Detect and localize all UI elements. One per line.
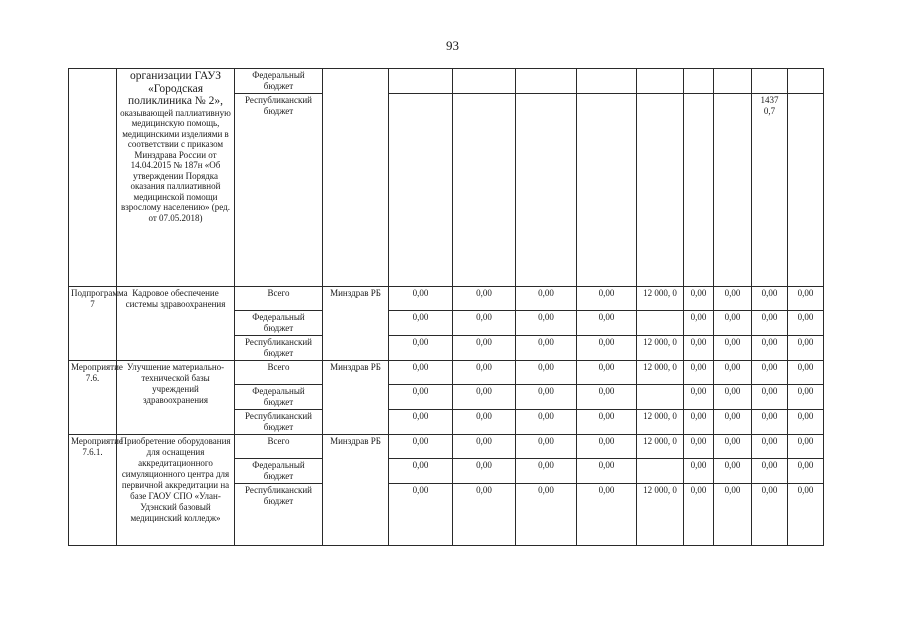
value-cell: 0,00: [788, 435, 824, 459]
funding-source: Республиканский бюджет: [235, 410, 323, 435]
value-cell: [788, 94, 824, 287]
value-cell: 0,00: [752, 435, 788, 459]
value-cell: 0,00: [516, 459, 577, 484]
row-name-cell: [117, 69, 235, 287]
value-cell: 0,00: [752, 484, 788, 546]
value-cell: 0,00: [389, 484, 453, 546]
value-cell: 0,00: [516, 361, 577, 385]
row-name-large: организации ГАУЗ «Городская поликлиника № 2»,: [127, 70, 224, 107]
row-code: Мероприятие 7.6.1.: [69, 435, 117, 546]
value-cell: 0,00: [752, 361, 788, 385]
value-cell: 0,00: [684, 361, 714, 385]
value-cell: 0,00: [577, 311, 637, 336]
value-cell: 0,00: [684, 435, 714, 459]
value-cell: 0,00: [453, 385, 516, 410]
value-cell: [684, 69, 714, 94]
value-cell: 0,00: [752, 385, 788, 410]
table-row: [69, 69, 824, 94]
page-number: 93: [446, 38, 459, 53]
value-cell: 0,00: [453, 435, 516, 459]
value-cell: 0,00: [577, 361, 637, 385]
value-cell: 0,00: [577, 287, 637, 311]
funding-source: Федеральный бюджет: [235, 69, 323, 94]
funding-source: Всего: [235, 361, 323, 385]
value-cell: 0,00: [684, 385, 714, 410]
executor: Минздрав РБ: [323, 435, 389, 546]
value-cell: 0,00: [453, 311, 516, 336]
value-cell: 0,00: [788, 484, 824, 546]
table-row: [69, 361, 824, 385]
value-cell: 0,00: [788, 361, 824, 385]
value-cell: [637, 385, 684, 410]
value-cell: [577, 94, 637, 287]
value-cell: 0,00: [714, 336, 752, 361]
value-cell: 0,00: [714, 287, 752, 311]
value-cell: 0,00: [714, 361, 752, 385]
table-row: [69, 287, 824, 311]
funding-source: Федеральный бюджет: [235, 311, 323, 336]
value-cell: 0,00: [752, 287, 788, 311]
row-name: Приобретение оборудования для оснащения аккредитационного симуляционного центра для первичной аккредитации на базе ГАОУ СПО «Улан-Удэнский базовый медицинский колледж»: [117, 435, 235, 546]
executor-cell: [323, 69, 389, 287]
value-cell: 12 000, 0: [637, 484, 684, 546]
value-cell: [637, 94, 684, 287]
value-cell: [389, 69, 453, 94]
value-cell: 0,00: [389, 385, 453, 410]
value-cell: 0,00: [516, 484, 577, 546]
row-name: Улучшение материально-технической базы учреждений здравоохранения: [117, 361, 235, 435]
value-cell: 0,00: [714, 385, 752, 410]
value-cell: 1437 0,7: [752, 94, 788, 287]
value-cell: 0,00: [788, 287, 824, 311]
value-cell: 0,00: [516, 435, 577, 459]
value-cell: 0,00: [389, 336, 453, 361]
funding-source: Федеральный бюджет: [235, 385, 323, 410]
executor: Минздрав РБ: [323, 287, 389, 361]
row-code-cell: [69, 69, 117, 287]
value-cell: 12 000, 0: [637, 287, 684, 311]
value-cell: 0,00: [714, 459, 752, 484]
row-code: Подпрограмма 7: [69, 287, 117, 361]
value-cell: 0,00: [389, 361, 453, 385]
value-cell: [637, 311, 684, 336]
value-cell: 0,00: [453, 336, 516, 361]
value-cell: 0,00: [788, 336, 824, 361]
value-cell: 0,00: [684, 410, 714, 435]
value-cell: 0,00: [453, 287, 516, 311]
value-cell: 0,00: [684, 484, 714, 546]
row-name-rest: оказывающей паллиативную медицинскую помощь, медицинскими изделиями в соответствии с приказом Минздрава России от 14.04.2015 № 187н «Об утверждении Порядка оказания паллиативной медицинской помощи взрослому населению» (ред. от 07.05.2018): [120, 107, 231, 223]
value-cell: 0,00: [788, 410, 824, 435]
value-cell: 0,00: [788, 385, 824, 410]
value-cell: 0,00: [389, 435, 453, 459]
value-cell: 0,00: [684, 311, 714, 336]
value-cell: [389, 94, 453, 287]
value-cell: 0,00: [453, 484, 516, 546]
value-cell: [516, 94, 577, 287]
value-cell: 0,00: [453, 459, 516, 484]
funding-source: Всего: [235, 287, 323, 311]
value-cell: 0,00: [516, 336, 577, 361]
value-cell: 0,00: [684, 287, 714, 311]
value-cell: 0,00: [714, 410, 752, 435]
value-cell: 0,00: [577, 336, 637, 361]
executor: Минздрав РБ: [323, 361, 389, 435]
row-name: Кадровое обеспечение системы здравоохранения: [117, 287, 235, 361]
value-cell: 0,00: [453, 410, 516, 435]
value-cell: 0,00: [714, 311, 752, 336]
value-cell: 12 000, 0: [637, 435, 684, 459]
row-code: Мероприятие 7.6.: [69, 361, 117, 435]
value-cell: [453, 94, 516, 287]
value-cell: 0,00: [788, 311, 824, 336]
value-cell: [637, 459, 684, 484]
value-cell: 12 000, 0: [637, 410, 684, 435]
value-cell: 0,00: [389, 459, 453, 484]
funding-source: Республиканский бюджет: [235, 94, 323, 287]
table-row: [69, 435, 824, 459]
value-cell: 0,00: [752, 336, 788, 361]
value-cell: 0,00: [577, 484, 637, 546]
value-cell: [453, 69, 516, 94]
value-cell: [684, 94, 714, 287]
value-cell: 0,00: [752, 311, 788, 336]
value-cell: 0,00: [389, 311, 453, 336]
funding-source: Федеральный бюджет: [235, 459, 323, 484]
funding-source: Республиканский бюджет: [235, 336, 323, 361]
value-cell: 0,00: [516, 311, 577, 336]
value-cell: 0,00: [684, 459, 714, 484]
value-cell: [577, 69, 637, 94]
value-cell: 0,00: [577, 385, 637, 410]
value-cell: 0,00: [516, 287, 577, 311]
value-cell: 0,00: [684, 336, 714, 361]
budget-table: [68, 68, 824, 546]
value-cell: 0,00: [577, 410, 637, 435]
value-cell: [637, 69, 684, 94]
value-cell: 0,00: [577, 459, 637, 484]
value-cell: 0,00: [516, 385, 577, 410]
value-cell: 0,00: [714, 484, 752, 546]
value-cell: 0,00: [752, 459, 788, 484]
value-cell: 0,00: [453, 361, 516, 385]
value-cell: 12 000, 0: [637, 336, 684, 361]
value-cell: 0,00: [389, 287, 453, 311]
value-cell: [714, 94, 752, 287]
value-cell: 0,00: [714, 435, 752, 459]
value-cell: [788, 69, 824, 94]
value-cell: [714, 69, 752, 94]
value-cell: [516, 69, 577, 94]
value-cell: 0,00: [788, 459, 824, 484]
funding-source: Республиканский бюджет: [235, 484, 323, 546]
value-cell: 0,00: [516, 410, 577, 435]
value-cell: 0,00: [752, 410, 788, 435]
value-cell: 0,00: [389, 410, 453, 435]
value-cell: 0,00: [577, 435, 637, 459]
value-cell: [752, 69, 788, 94]
funding-source: Всего: [235, 435, 323, 459]
value-cell: 12 000, 0: [637, 361, 684, 385]
